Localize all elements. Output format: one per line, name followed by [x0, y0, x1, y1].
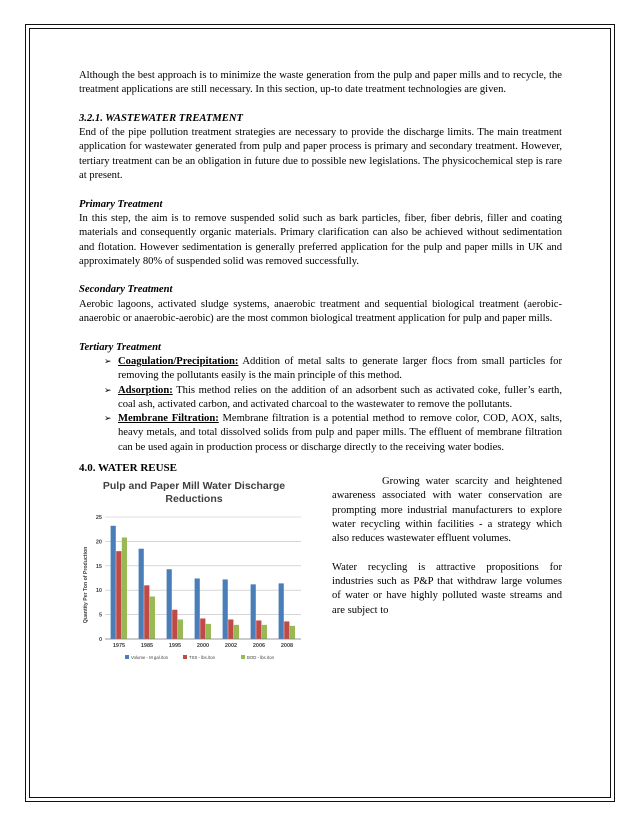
chart-bar	[206, 624, 211, 639]
secondary-heading: Secondary Treatment	[79, 284, 173, 296]
chart-legend-swatch	[125, 655, 129, 659]
chart-bar	[139, 549, 144, 639]
chart-y-tick-label: 10	[95, 588, 102, 595]
primary-heading: Primary Treatment	[79, 198, 163, 210]
chart-bar	[150, 597, 155, 639]
chart-x-tick-label: 2008	[280, 643, 294, 650]
intro-paragraph: Although the best approach is to minimize the waste generation from the pulp and paper mills and to recycle, the treatment applications are still necessary. In this section, up-to date treatment technologies are given.	[79, 70, 562, 96]
secondary-paragraph: Aerobic lagoons, activated sludge systems, anaerobic treatment and sequential biological treatment (aerobic-anaerobic or anaerobic-aerobic) are the most common biological treatment application for pulp and paper mills.	[79, 298, 562, 325]
chart-x-tick-label: 1995	[168, 643, 182, 650]
list-item-text: Membrane filtration is a potential method to remove color, COD, AOX, salts, heavy metals, and total dissolved solids from pulp and paper mills. The effluent of membrane filtration can be used again in production process or discharge directly to the receiving water bodies.	[118, 413, 562, 453]
arrow-bullet-icon: ➢	[104, 385, 112, 396]
chart-bar	[111, 526, 116, 639]
chart-legend-label: BOD - lbs./ton	[247, 655, 274, 661]
tertiary-heading: Tertiary Treatment	[79, 341, 161, 353]
list-item-term: Adsorption:	[118, 384, 173, 396]
tertiary-list	[79, 355, 562, 455]
water-reuse-paragraph-2: Water recycling is attractive propositions for industries such as P&P that withdraw large volumes of water or have highly polluted waste streams and are subject to	[332, 561, 562, 616]
wastewater-paragraph: End of the pipe pollution treatment strategies are necessary to provide the discharge limits. The main treatment application for wastewater generated from pulp and paper process is primary and secondary treatment. However, tertiary treatment can be an obligation in future due to possible new legislations. The physicochemical step is rare at present.	[79, 127, 562, 182]
chart-y-tick-label: 15	[95, 563, 102, 570]
chart-bar	[279, 583, 284, 639]
chart-bar	[167, 569, 172, 639]
wastewater-heading: 3.2.1. WASTEWATER TREATMENT	[79, 112, 243, 124]
chart-bar	[200, 619, 205, 639]
chart-bar	[256, 620, 261, 639]
chart-bar	[144, 585, 149, 639]
discharge-chart-svg	[79, 477, 309, 667]
list-item	[104, 384, 562, 413]
chart-x-tick-label: 2002	[224, 643, 238, 650]
water-reuse-heading: 4.0. WATER REUSE	[79, 462, 178, 475]
chart-bar	[234, 625, 239, 639]
water-reuse-paragraph-1: Growing water scarcity and heightened awareness associated with water conservation are prompting more industrial manufacturers to explore water recycling within facilities - a strategy which also reduces wastewater effluent volumes.	[332, 476, 562, 545]
chart-bar	[228, 619, 233, 639]
chart-bar	[262, 625, 267, 639]
chart-bar	[116, 551, 121, 639]
chart-title-line-2: Reductions	[165, 493, 223, 506]
document-body	[79, 69, 562, 667]
chart-x-tick-label: 1985	[140, 643, 154, 650]
list-item-term: Coagulation/Precipitation:	[118, 355, 239, 367]
chart-x-tick-label: 2000	[196, 643, 210, 650]
list-item-term: Membrane Filtration:	[118, 413, 219, 425]
chart-legend-label: Volume - M gal./ton	[131, 655, 169, 661]
chart-y-tick-label: 5	[98, 612, 102, 619]
chart-bar	[251, 584, 256, 639]
chart-bar	[195, 579, 200, 640]
primary-paragraph: In this step, the aim is to remove suspended solid such as bark particles, fiber, fiber debris, filler and coating materials and consequently organic materials. Primary clarification can also be achieved without sedimentation and flotation. However sedimentation is generally preferred application for the pulp and paper mills in UK and approximately 80% of suspended solid was removed successfully.	[79, 212, 562, 267]
list-item-text: Addition of metal salts to generate larger flocs from small particles for removing the pollutants easily is the main principle of this method.	[118, 355, 562, 382]
arrow-bullet-icon: ➢	[104, 414, 112, 425]
chart-x-tick-label: 1975	[112, 643, 126, 650]
chart-title-line-1: Pulp and Paper Mill Water Discharge	[102, 480, 286, 493]
chart-legend-label: TSS - lbs./ton	[189, 655, 216, 661]
arrow-bullet-icon: ➢	[104, 356, 112, 367]
chart-bar	[284, 621, 289, 639]
discharge-chart	[79, 477, 309, 667]
chart-legend-swatch	[183, 655, 187, 659]
chart-bar	[172, 610, 177, 639]
chart-y-tick-label: 20	[95, 539, 102, 546]
chart-bar	[290, 626, 295, 639]
chart-y-tick-label: 25	[95, 515, 102, 522]
water-reuse-section	[79, 461, 562, 667]
chart-y-tick-label: 0	[98, 637, 102, 644]
chart-x-tick-label: 2006	[252, 643, 266, 650]
list-item	[104, 412, 562, 455]
list-item	[104, 355, 562, 384]
chart-legend-swatch	[241, 655, 245, 659]
chart-y-axis-label: Quantity Per Ton of Production	[83, 546, 89, 624]
list-item-text: This method relies on the addition of an adsorbent such as activated coke, fuller’s earth, coal ash, activated carbon, and activated charcoal to the wastewater to remove the pollutants.	[118, 384, 562, 410]
chart-bar	[223, 579, 228, 639]
chart-bar	[178, 619, 183, 639]
chart-bar	[122, 538, 127, 640]
